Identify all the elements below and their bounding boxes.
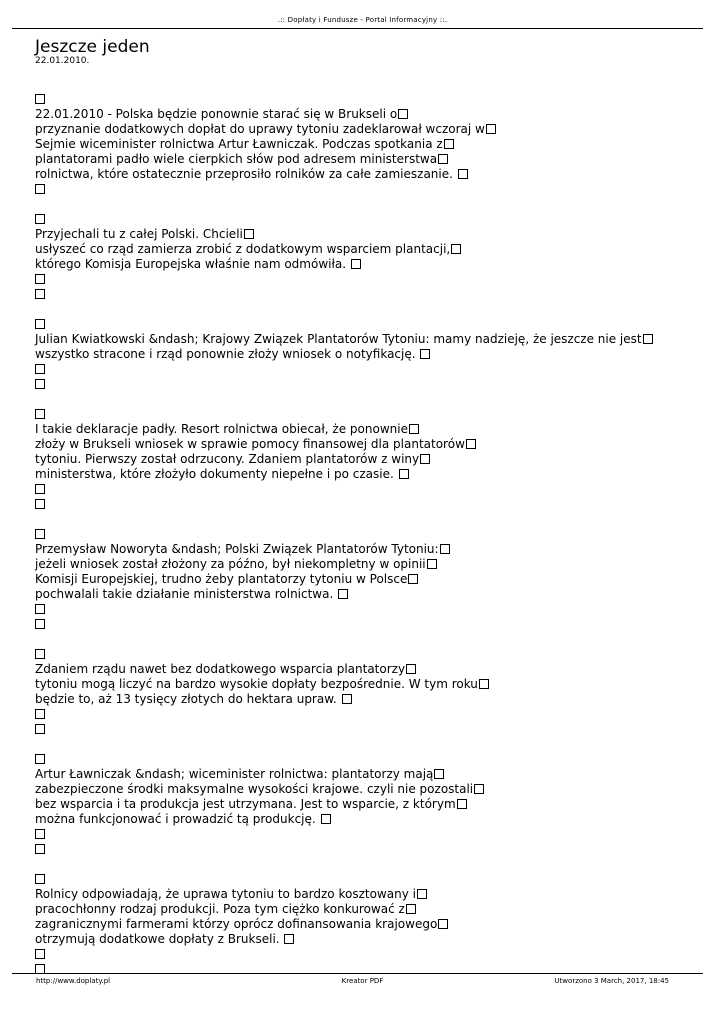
paragraph-line-text: tytoniu. Pierwszy został odrzucony. Zdaniem plantatorów z winy — [35, 452, 420, 466]
missing-glyph-box — [35, 409, 45, 419]
article-paragraph — [35, 752, 695, 857]
article-paragraph — [35, 647, 695, 737]
paragraph-line-text: przyznanie dodatkowych dopłat do uprawy tytoniu zadeklarował wczoraj w — [35, 122, 485, 136]
paragraph-spacer — [35, 302, 695, 317]
paragraph-line — [35, 917, 695, 932]
paragraph-marker-line — [35, 962, 695, 977]
paragraph-marker-line — [35, 407, 695, 422]
paragraph-line — [35, 437, 695, 452]
paragraph-line-text: Artur Ławniczak &ndash; wiceminister rolnictwa: plantatorzy mają — [35, 767, 434, 781]
paragraph-line-text: plantatorami padło wiele cierpkich słów pod adresem ministerstwa — [35, 152, 438, 166]
missing-glyph-box — [466, 439, 476, 449]
missing-glyph-box — [444, 139, 454, 149]
article-title: Jeszcze jeden — [35, 37, 150, 57]
paragraph-line — [35, 587, 695, 602]
paragraph-line-text: którego Komisja Europejska właśnie nam odmówiła. — [35, 257, 350, 271]
missing-glyph-box — [451, 244, 461, 254]
missing-glyph-box — [35, 874, 45, 884]
missing-glyph-box — [398, 109, 408, 119]
missing-glyph-box — [35, 949, 45, 959]
paragraph-line — [35, 767, 695, 782]
paragraph-line — [35, 167, 695, 182]
paragraph-line-text: wszystko stracone i rząd ponownie złoży wniosek o notyfikację. — [35, 347, 420, 361]
missing-glyph-box — [35, 709, 45, 719]
paragraph-marker-line — [35, 842, 695, 857]
paragraph-marker-line — [35, 872, 695, 887]
article-paragraph — [35, 872, 695, 977]
footer-divider — [12, 973, 703, 974]
paragraph-line-text: 22.01.2010 - Polska będzie ponownie starać się w Brukseli o — [35, 107, 398, 121]
missing-glyph-box — [474, 784, 484, 794]
missing-glyph-box — [440, 544, 450, 554]
missing-glyph-box — [486, 124, 496, 134]
missing-glyph-box — [35, 499, 45, 509]
missing-glyph-box — [35, 754, 45, 764]
missing-glyph-box — [35, 184, 45, 194]
paragraph-line — [35, 782, 695, 797]
paragraph-marker-line — [35, 182, 695, 197]
paragraph-line — [35, 677, 695, 692]
missing-glyph-box — [35, 94, 45, 104]
paragraph-spacer — [35, 392, 695, 407]
missing-glyph-box — [420, 454, 430, 464]
paragraph-line — [35, 902, 695, 917]
paragraph-line — [35, 467, 695, 482]
portal-header: .:: Dopłaty i Fundusze - Portal Informacyjny ::. — [277, 16, 448, 24]
missing-glyph-box — [244, 229, 254, 239]
paragraph-marker-line — [35, 947, 695, 962]
paragraph-line-text: pochwalali takie działanie ministerstwa rolnictwa. — [35, 587, 338, 601]
header-divider — [12, 28, 703, 29]
missing-glyph-box — [351, 259, 361, 269]
paragraph-line — [35, 572, 695, 587]
missing-glyph-box — [420, 349, 430, 359]
missing-glyph-box — [35, 529, 45, 539]
paragraph-marker-line — [35, 827, 695, 842]
paragraph-marker-line — [35, 377, 695, 392]
paragraph-line-text: tytoniu mogą liczyć na bardzo wysokie dopłaty bezpośrednie. W tym roku — [35, 677, 478, 691]
article-body — [35, 92, 695, 977]
missing-glyph-box — [479, 679, 489, 689]
missing-glyph-box — [35, 274, 45, 284]
paragraph-marker-line — [35, 647, 695, 662]
paragraph-line-text: zagranicznymi farmerami którzy oprócz dofinansowania krajowego — [35, 917, 438, 931]
missing-glyph-box — [427, 559, 437, 569]
paragraph-line — [35, 797, 695, 812]
footer-url: http://www.doplaty.pl — [36, 977, 111, 985]
paragraph-spacer — [35, 632, 695, 647]
missing-glyph-box — [417, 889, 427, 899]
missing-glyph-box — [35, 724, 45, 734]
article-paragraph — [35, 92, 695, 197]
missing-glyph-box — [35, 619, 45, 629]
paragraph-line-text: Przyjechali tu z całej Polski. Chcieli — [35, 227, 243, 241]
article-paragraph — [35, 317, 695, 392]
paragraph-marker-line — [35, 317, 695, 332]
missing-glyph-box — [408, 574, 418, 584]
paragraph-marker-line — [35, 707, 695, 722]
footer-generator: Kreator PDF — [341, 977, 384, 985]
missing-glyph-box — [35, 289, 45, 299]
missing-glyph-box — [35, 484, 45, 494]
paragraph-marker-line — [35, 527, 695, 542]
missing-glyph-box — [35, 364, 45, 374]
paragraph-line-text: można funkcjonować i prowadzić tą produkcję. — [35, 812, 320, 826]
paragraph-marker-line — [35, 722, 695, 737]
missing-glyph-box — [399, 469, 409, 479]
paragraph-spacer — [35, 512, 695, 527]
paragraph-line-text: złoży w Brukseli wniosek w sprawie pomocy finansowej dla plantatorów — [35, 437, 465, 451]
paragraph-line-text: Rolnicy odpowiadają, że uprawa tytoniu to bardzo kosztowany i — [35, 887, 416, 901]
missing-glyph-box — [409, 424, 419, 434]
paragraph-marker-line — [35, 212, 695, 227]
paragraph-line — [35, 452, 695, 467]
article-paragraph — [35, 212, 695, 302]
paragraph-marker-line — [35, 272, 695, 287]
missing-glyph-box — [458, 169, 468, 179]
paragraph-marker-line — [35, 92, 695, 107]
paragraph-marker-line — [35, 752, 695, 767]
paragraph-line — [35, 347, 695, 362]
missing-glyph-box — [35, 829, 45, 839]
paragraph-spacer — [35, 857, 695, 872]
paragraph-line-text: otrzymują dodatkowe dopłaty z Brukseli. — [35, 932, 284, 946]
paragraph-marker-line — [35, 287, 695, 302]
missing-glyph-box — [643, 334, 653, 344]
article-paragraph — [35, 407, 695, 512]
paragraph-line — [35, 662, 695, 677]
article-date: 22.01.2010. — [35, 56, 90, 66]
paragraph-line-text: Komisji Europejskiej, trudno żeby plantatorzy tytoniu w Polsce — [35, 572, 408, 586]
paragraph-line-text: pracochłonny rodzaj produkcji. Poza tym ciężko konkurować z — [35, 902, 405, 916]
article-paragraph — [35, 527, 695, 632]
paragraph-line-text: Julian Kwiatkowski &ndash; Krajowy Związek Plantatorów Tytoniu: mamy nadzieję, że jeszcze nie jest — [35, 332, 642, 346]
missing-glyph-box — [35, 649, 45, 659]
missing-glyph-box — [434, 769, 444, 779]
paragraph-line — [35, 812, 695, 827]
paragraph-line-text: rolnictwa, które ostatecznie przeprosiło rolników za całe zamieszanie. — [35, 167, 457, 181]
paragraph-line-text: Sejmie wiceminister rolnictwa Artur Ławniczak. Podczas spotkania z — [35, 137, 443, 151]
paragraph-line-text: I takie deklaracje padły. Resort rolnictwa obiecał, że ponownie — [35, 422, 408, 436]
paragraph-line — [35, 332, 695, 347]
paragraph-line — [35, 542, 695, 557]
missing-glyph-box — [338, 589, 348, 599]
paragraph-spacer — [35, 737, 695, 752]
paragraph-line — [35, 137, 695, 152]
paragraph-marker-line — [35, 497, 695, 512]
paragraph-line — [35, 557, 695, 572]
paragraph-spacer — [35, 197, 695, 212]
missing-glyph-box — [438, 919, 448, 929]
paragraph-line — [35, 107, 695, 122]
paragraph-line — [35, 242, 695, 257]
missing-glyph-box — [457, 799, 467, 809]
missing-glyph-box — [321, 814, 331, 824]
missing-glyph-box — [35, 604, 45, 614]
paragraph-marker-line — [35, 482, 695, 497]
paragraph-line — [35, 257, 695, 272]
paragraph-line-text: Zdaniem rządu nawet bez dodatkowego wsparcia plantatorzy — [35, 662, 406, 676]
paragraph-marker-line — [35, 617, 695, 632]
paragraph-line — [35, 122, 695, 137]
paragraph-line-text: ministerstwa, które złożyło dokumenty niepełne i po czasie. — [35, 467, 398, 481]
missing-glyph-box — [35, 379, 45, 389]
missing-glyph-box — [35, 844, 45, 854]
paragraph-line-text: usłyszeć co rząd zamierza zrobić z dodatkowym wsparciem plantacji, — [35, 242, 451, 256]
paragraph-line — [35, 152, 695, 167]
missing-glyph-box — [35, 319, 45, 329]
paragraph-line — [35, 227, 695, 242]
paragraph-line — [35, 932, 695, 947]
paragraph-line — [35, 692, 695, 707]
paragraph-marker-line — [35, 602, 695, 617]
missing-glyph-box — [35, 214, 45, 224]
missing-glyph-box — [438, 154, 448, 164]
paragraph-line-text: jeżeli wniosek został złożony za późno, był niekompletny w opinii — [35, 557, 426, 571]
missing-glyph-box — [342, 694, 352, 704]
paragraph-line — [35, 422, 695, 437]
paragraph-line-text: zabezpieczone środki maksymalne wysokości krajowe. czyli nie pozostali — [35, 782, 474, 796]
paragraph-line — [35, 887, 695, 902]
paragraph-line-text: bez wsparcia i ta produkcja jest utrzymana. Jest to wsparcie, z którym — [35, 797, 456, 811]
missing-glyph-box — [284, 934, 294, 944]
paragraph-line-text: Przemysław Noworyta &ndash; Polski Związek Plantatorów Tytoniu: — [35, 542, 439, 556]
missing-glyph-box — [406, 664, 416, 674]
paragraph-marker-line — [35, 362, 695, 377]
footer-created: Utworzono 3 March, 2017, 18:45 — [554, 977, 669, 985]
missing-glyph-box — [406, 904, 416, 914]
paragraph-line-text: będzie to, aż 13 tysięcy złotych do hektara upraw. — [35, 692, 341, 706]
